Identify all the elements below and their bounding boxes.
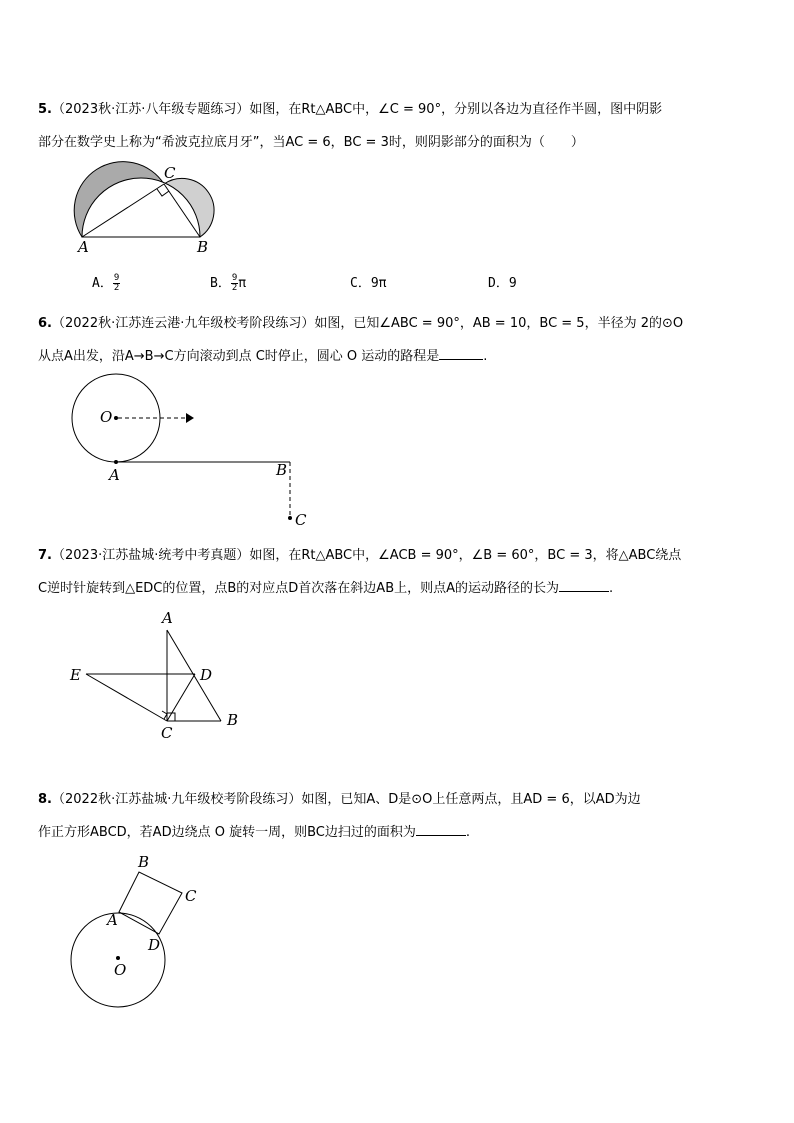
question-8-line-2: 作正方形ABCD，若AD边绕点 O 旋转一周，则BC边扫过的面积为 . (38, 816, 758, 849)
fraction: $\frac{9}{2}$ (231, 273, 238, 293)
label-a: A (109, 466, 120, 484)
question-6-text-2: 从点A出发，沿A→B→C方向滚动到点 C时停止，圆心 O 运动的路程是 (38, 349, 440, 364)
question-5-line-1: 5.（2023秋·江苏·八年级专题练习）如图，在Rt△ABC中，∠C = 90°，分别以各边为直径作半圆，图中阴影 (38, 102, 663, 117)
question-8-line-1: 8.（2022秋·江苏盐城·九年级校考阶段练习）如图，已知A、D是⊙O上任意两点，且AD = 6，以AD为边 (38, 792, 641, 807)
label-b: B (138, 853, 150, 871)
label-b: B (197, 238, 209, 256)
square-abcd (119, 872, 182, 934)
label-a: A (107, 911, 118, 929)
option-a: A． $\frac{9}{2}$ (92, 273, 120, 293)
label-d: D (148, 936, 161, 954)
label-c: C (161, 724, 173, 742)
question-6-line-1: 6.（2022秋·江苏连云港·九年级校考阶段练习）如图，已知∠ABC = 90°，AB = 10，BC = 5，半径为 2的⊙O (38, 316, 684, 331)
question-number: 6 (38, 316, 48, 331)
question-7-text-2: C逆时针旋转到△EDC的位置，点B的对应点D首次落在斜边AB上，则点A的运动路径的长为 (38, 581, 560, 596)
question-number: 8 (38, 792, 48, 807)
label-c: C (164, 164, 176, 182)
center-dot (116, 956, 120, 960)
question-7-line-2: C逆时针旋转到△EDC的位置，点B的对应点D首次落在斜边AB上，则点A的运动路径的长为 . (38, 572, 758, 605)
question-number: 5 (38, 102, 48, 117)
label-a: A (162, 609, 173, 627)
label-o: O (100, 408, 113, 426)
option-d: D．9 (488, 276, 517, 291)
label-d: D (200, 666, 213, 684)
label-o: O (114, 961, 127, 979)
question-8-text-2: 作正方形ABCD，若AD边绕点 O 旋转一周，则BC边扫过的面积为 (38, 825, 416, 840)
option-b: B． $\frac{9}{2}$ π (210, 273, 247, 293)
label-c: C (185, 887, 197, 905)
question-5-line-2: 部分在数学史上称为“希波克拉底月牙”，当AC = 6，BC = 3时，则阴影部分的面积为（ ） (38, 135, 584, 150)
label-c: C (295, 511, 307, 529)
question-8-text-1: （2022秋·江苏盐城·九年级校考阶段练习）如图，已知A、D是⊙O上任意两点，且AD = 6，以AD为边 (52, 792, 641, 807)
label-b: B (276, 461, 288, 479)
option-c: C．9π (350, 276, 387, 291)
label-e: E (70, 666, 81, 684)
question-7-line-1: 7.（2023·江苏盐城·统考中考真题）如图，在Rt△ABC中，∠ACB = 90°，∠B = 60°，BC = 3，将△ABC绕点 (38, 548, 682, 563)
question-5-text-1: （2023秋·江苏·八年级专题练习）如图，在Rt△ABC中，∠C = 90°，分别以各边为直径作半圆，图中阴影 (52, 102, 663, 117)
fraction: $\frac{9}{2}$ (113, 273, 120, 293)
question-7-text-1: （2023·江苏盐城·统考中考真题）如图，在Rt△ABC中，∠ACB = 90°，∠B = 60°，BC = 3，将△ABC绕点 (52, 548, 682, 563)
label-b: B (227, 711, 239, 729)
question-number: 7 (38, 548, 48, 563)
question-6-line-2: 从点A出发，沿A→B→C方向滚动到点 C时停止，圆心 O 运动的路程是 . (38, 340, 758, 373)
question-6-text-1: （2022秋·江苏连云港·九年级校考阶段练习）如图，已知∠ABC = 90°，AB = 10，BC = 5，半径为 2的⊙O (52, 316, 684, 331)
label-a: A (78, 238, 89, 256)
